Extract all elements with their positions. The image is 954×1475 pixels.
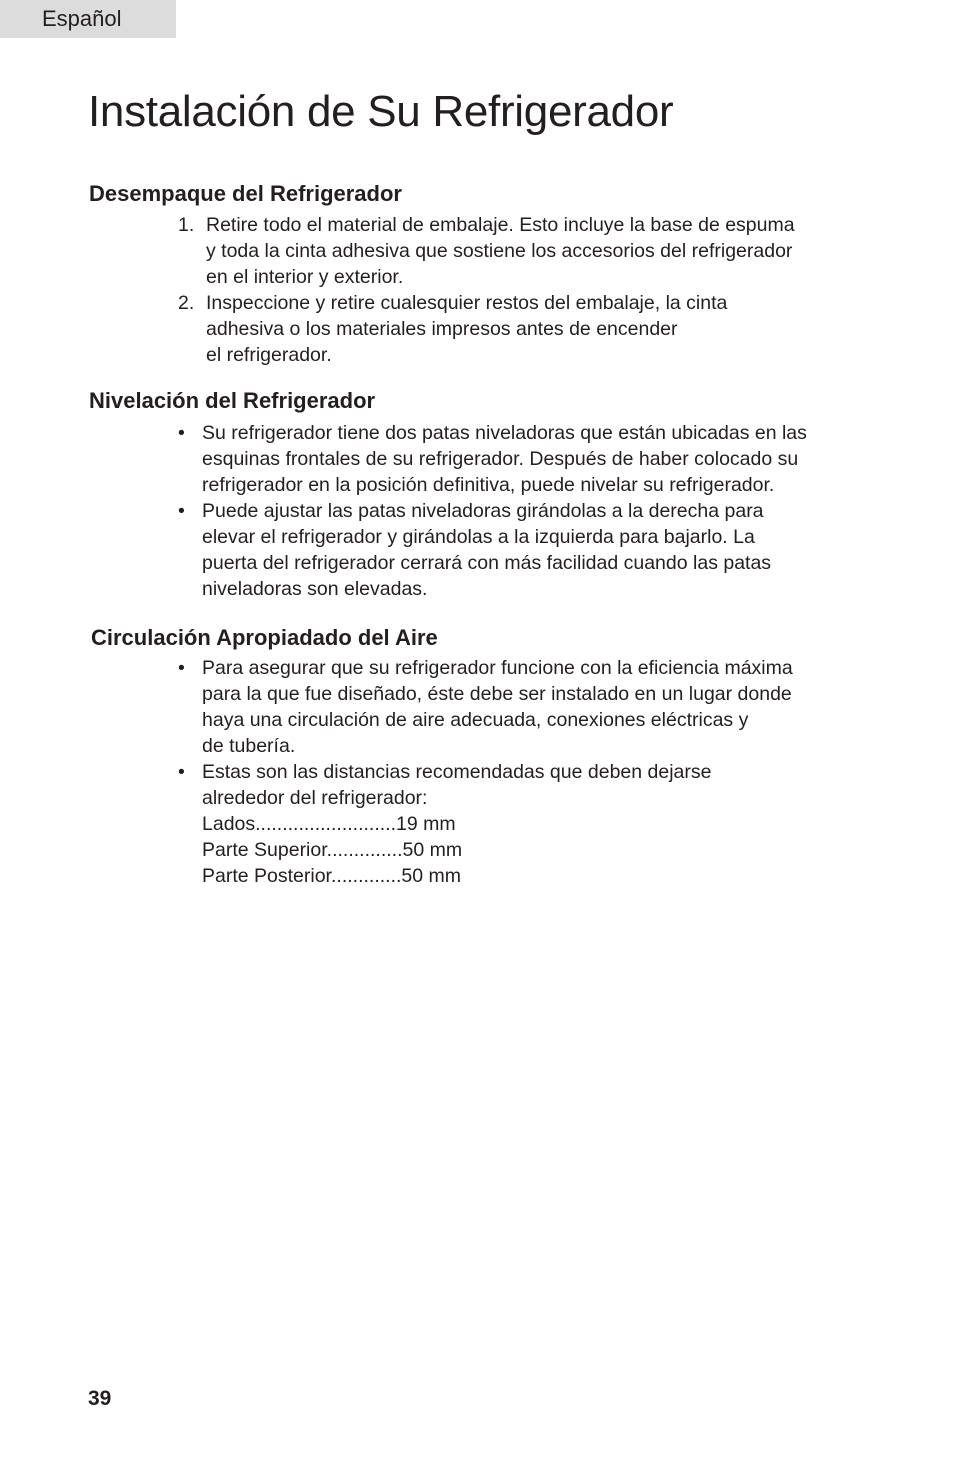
- leveling-bullets: [178, 420, 807, 602]
- list-item-line: elevar el refrigerador y girándolas a la izquierda para bajarlo. La: [202, 526, 755, 548]
- list-item-line: puerta del refrigerador cerrará con más facilidad cuando las patas: [202, 552, 772, 574]
- list-item: [178, 420, 807, 498]
- air-circulation-bullets: [178, 655, 793, 889]
- list-item-line: alrededor del refrigerador:: [202, 787, 428, 809]
- list-item-line: refrigerador en la posición definitiva, puede nivelar su refrigerador.: [202, 474, 775, 496]
- list-item: [178, 212, 795, 290]
- list-item-line: adhesiva o los materiales impresos antes de encender: [206, 318, 678, 340]
- list-item-line: esquinas frontales de su refrigerador. Después de haber colocado su: [202, 448, 799, 470]
- clearance-back: Parte Posterior.............50 mm: [202, 865, 462, 887]
- list-item-line: Estas son las distancias recomendadas que deben dejarse: [202, 761, 712, 783]
- page-number: 39: [88, 1387, 112, 1410]
- bullet-marker: •: [178, 657, 185, 679]
- clearance-top: Parte Superior..............50 mm: [202, 839, 463, 861]
- list-marker: 2.: [178, 292, 195, 314]
- language-tab-label: Español: [42, 6, 122, 31]
- list-item: [178, 498, 807, 602]
- list-marker: 1.: [178, 214, 195, 236]
- list-item-line: niveladoras son elevadas.: [202, 578, 428, 600]
- list-item: [178, 290, 795, 368]
- section-heading-unpacking: Desempaque del Refrigerador: [89, 181, 402, 206]
- bullet-marker: •: [178, 500, 185, 522]
- list-item: [178, 655, 793, 759]
- list-item-line: Puede ajustar las patas niveladoras girándolas a la derecha para: [202, 500, 764, 522]
- list-item: [178, 759, 793, 889]
- list-item-line: de tubería.: [202, 735, 296, 757]
- list-item-line: en el interior y exterior.: [206, 266, 404, 288]
- list-item-line: y toda la cinta adhesiva que sostiene los accesorios del refrigerador: [206, 240, 793, 262]
- list-item-line: Retire todo el material de embalaje. Esto incluye la base de espuma: [206, 214, 795, 236]
- unpacking-steps: [178, 212, 795, 368]
- list-item-line: el refrigerador.: [206, 344, 332, 366]
- list-item-line: para la que fue diseñado, éste debe ser instalado en un lugar donde: [202, 683, 792, 705]
- bullet-marker: •: [178, 761, 185, 783]
- clearance-sides: Lados..........................19 mm: [202, 813, 456, 835]
- bullet-marker: •: [178, 422, 185, 444]
- list-item-line: Inspeccione y retire cualesquier restos del embalaje, la cinta: [206, 292, 728, 314]
- list-item-line: haya una circulación de aire adecuada, conexiones eléctricas y: [202, 709, 749, 731]
- section-heading-air-circulation: Circulación Apropiadado del Aire: [91, 625, 438, 650]
- list-item-line: Su refrigerador tiene dos patas niveladoras que están ubicadas en las: [202, 422, 807, 444]
- language-tab: [0, 0, 176, 38]
- section-heading-leveling: Nivelación del Refrigerador: [89, 388, 376, 413]
- list-item-line: Para asegurar que su refrigerador funcione con la eficiencia máxima: [202, 657, 793, 679]
- page-title: Instalación de Su Refrigerador: [88, 87, 674, 136]
